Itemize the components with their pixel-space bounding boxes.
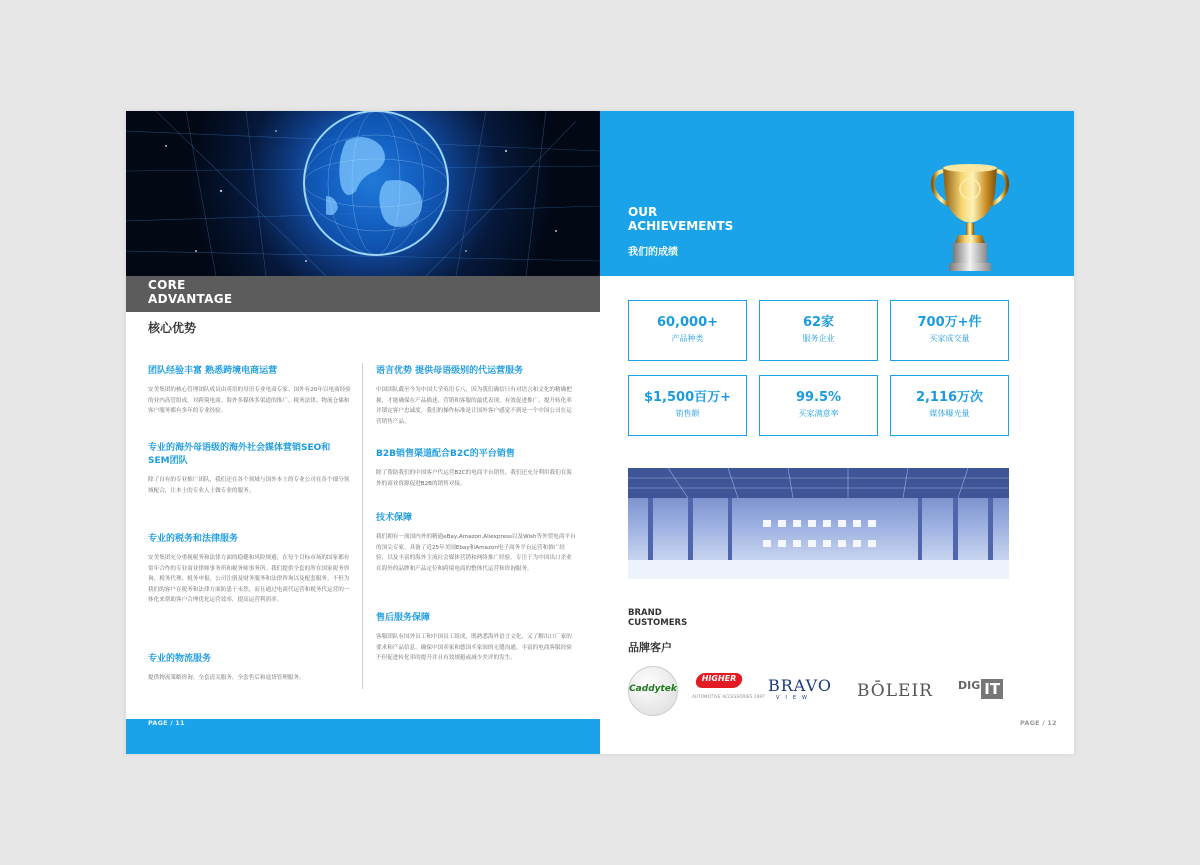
section-title: 技术保障 bbox=[376, 513, 413, 523]
left-column-2 bbox=[376, 365, 576, 664]
stat-label: 买家满意率 bbox=[798, 409, 839, 418]
section-title: 团队经验丰富 熟悉跨境电商运营 bbox=[148, 366, 278, 376]
section-body: 除了帮助我们的中国客户代运营B2C的电商平台销售，我们还充分利用我们在海外的商业资源促进B2B的销售对接。 bbox=[376, 470, 572, 487]
bravo-logo-subtext: VIEW bbox=[776, 695, 813, 701]
boleir-logo: BŌLEIR bbox=[857, 681, 933, 701]
section-body: 安美集团充分重视税务和法律方面的稳健和风险规避，在每个目标市场的国家都有常年合作的专业商业律师事务所和税务师事务所。我们提供全套的所在国家税务咨询、税务代理、税务申报、公司注册及财务服务和法律咨询以及配套服务。不但为我们的客户在税务和法律方面防患于未然，而且通过电商代运营和税务代运营的一体化来帮助客户合理优化运营效率，提高运营利润率。 bbox=[148, 555, 350, 603]
section-logistics bbox=[148, 653, 353, 684]
page-footer-strip bbox=[126, 719, 600, 754]
page-number-left: PAGE / 11 bbox=[148, 719, 185, 727]
bravo-logo-text: BRAVO bbox=[768, 676, 832, 695]
brand-customers-heading bbox=[628, 608, 687, 628]
digit-logo-text-a: DIG bbox=[958, 679, 981, 692]
section-language-advantage bbox=[376, 365, 576, 448]
globe-photo bbox=[126, 111, 600, 276]
column-divider bbox=[362, 363, 363, 689]
brand-heading-line2: CUSTOMERS bbox=[628, 618, 688, 628]
page-number-right: PAGE / 12 bbox=[1020, 719, 1057, 727]
stat-card-satisfaction bbox=[759, 375, 878, 436]
section-title: B2B销售渠道配合B2C的平台销售 bbox=[376, 449, 515, 459]
stat-label: 媒体曝光量 bbox=[929, 409, 970, 418]
section-after-sales bbox=[376, 612, 576, 664]
section-title: 售后服务保障 bbox=[376, 613, 431, 623]
stat-value: 60,000+ bbox=[656, 315, 719, 330]
achievements-heading bbox=[628, 205, 733, 233]
core-heading-line1: CORE bbox=[148, 278, 186, 292]
digit-logo-text-b: IT bbox=[981, 679, 1003, 699]
stat-value: $1,500百万+ bbox=[643, 390, 732, 405]
caddytek-logo-text: Caddytek bbox=[629, 684, 677, 694]
core-advantage-heading bbox=[148, 278, 232, 306]
section-b2b-b2c bbox=[376, 448, 576, 512]
trophy-icon bbox=[925, 163, 1015, 275]
stat-label: 销售额 bbox=[675, 409, 700, 418]
brand-heading-line1: BRAND bbox=[628, 608, 662, 618]
section-title: 语言优势 提供母语级别的代运营服务 bbox=[376, 366, 524, 376]
brand-customers-cn-title: 品牌客户 bbox=[628, 641, 672, 654]
stat-card-media-exposure bbox=[890, 375, 1009, 436]
stat-value: 62家 bbox=[802, 315, 835, 330]
section-body: 除了自有的专业推广团队，我们还在各个领域与国外本土的专业公司在各个细分领域配合，让本土的专业人士做专业的服务。 bbox=[148, 477, 350, 494]
section-body: 我们拥有一流国内外的精通eBay,Amazon,Aliexpress以及Wish等外贸电商平台的顶尖专家，具备了近25年美国Ebay和Amazon电子商务平台运营和推广经验，以及丰富的海外主流社会媒体营销和网络推广经验。专注于为中国出口企业在海外的品牌和产品定位和跨境电商的整体代运营和咨询服务。 bbox=[376, 534, 576, 572]
stat-value: 700万+件 bbox=[917, 315, 982, 330]
stat-card-transactions bbox=[890, 300, 1009, 361]
higher-logo-text: HIGHER bbox=[701, 674, 737, 683]
stat-card-clients bbox=[759, 300, 878, 361]
section-body: 提供物流策略咨询、全套清关服务、全套售后和退货管理服务。 bbox=[148, 675, 305, 681]
achievements-heading-line2: ACHIEVEMENTS bbox=[628, 219, 734, 233]
section-body: 中国团队截至今为中国大学英语专八，因为我们确信只有对语言和文化的精确把握，才能确保在产品描述、营销和客服的最优表现，有效促进推广，提升转化率并锁定客户忠诚度。我们的操作标准是让国外客户感觉不到是一个中国公司在运营销售产品。 bbox=[376, 387, 572, 425]
left-column-1 bbox=[148, 365, 353, 684]
section-title: 专业的税务和法律服务 bbox=[148, 534, 239, 544]
section-team-experience bbox=[148, 365, 353, 442]
stat-label: 产品种类 bbox=[671, 334, 704, 343]
section-title: 专业的物流服务 bbox=[148, 654, 212, 664]
right-page bbox=[600, 111, 1074, 754]
core-advantage-cn-title: 核心优势 bbox=[148, 321, 197, 335]
core-advantage-band bbox=[126, 276, 600, 312]
stat-label: 买家成交量 bbox=[929, 334, 970, 343]
section-body: 客服团队有国外员工和中国员工组成，既熟悉海外语言文化，又了解出口厂家的要求和产品信息，确保中国卖家和德国买家间的无缝沟通。丰富的电商客服经验不但促进转化率的提升并且有效规避或减少差评的发生。 bbox=[376, 634, 572, 661]
section-tech-support bbox=[376, 512, 576, 612]
brochure-spread bbox=[126, 111, 1074, 754]
achievements-heading-line1: OUR bbox=[628, 205, 658, 219]
stat-card-sales bbox=[628, 375, 747, 436]
stat-label: 服务企业 bbox=[802, 334, 835, 343]
section-social-media-marketing bbox=[148, 442, 353, 533]
left-page bbox=[126, 111, 600, 754]
warehouse-photo bbox=[628, 468, 1009, 579]
stat-card-products bbox=[628, 300, 747, 361]
section-tax-legal bbox=[148, 533, 353, 653]
higher-logo bbox=[692, 669, 765, 709]
achievements-cn-title: 我们的成绩 bbox=[628, 247, 678, 258]
stat-value: 99.5% bbox=[795, 390, 842, 405]
section-title: 专业的海外母语级的海外社会媒体营销SEO和SEM团队 bbox=[148, 443, 331, 466]
section-body: 安美集团的核心管理团队成员由英语的母语专业电商专家、国外有20年以电商经验的业内高管组成。对跨境电商、海外多媒体多渠道的推广、税务法律、物流仓储和客户服务都有多年的专业经验。 bbox=[148, 387, 351, 414]
stat-value: 2,116万次 bbox=[915, 390, 984, 405]
bravo-view-logo bbox=[768, 677, 840, 713]
higher-logo-subtext: AUTOMOTIVE ACCESSORIES 1997 bbox=[692, 694, 765, 699]
caddytek-logo bbox=[628, 666, 678, 716]
core-heading-line2: ADVANTAGE bbox=[148, 292, 233, 306]
digit-logo bbox=[958, 679, 1003, 701]
